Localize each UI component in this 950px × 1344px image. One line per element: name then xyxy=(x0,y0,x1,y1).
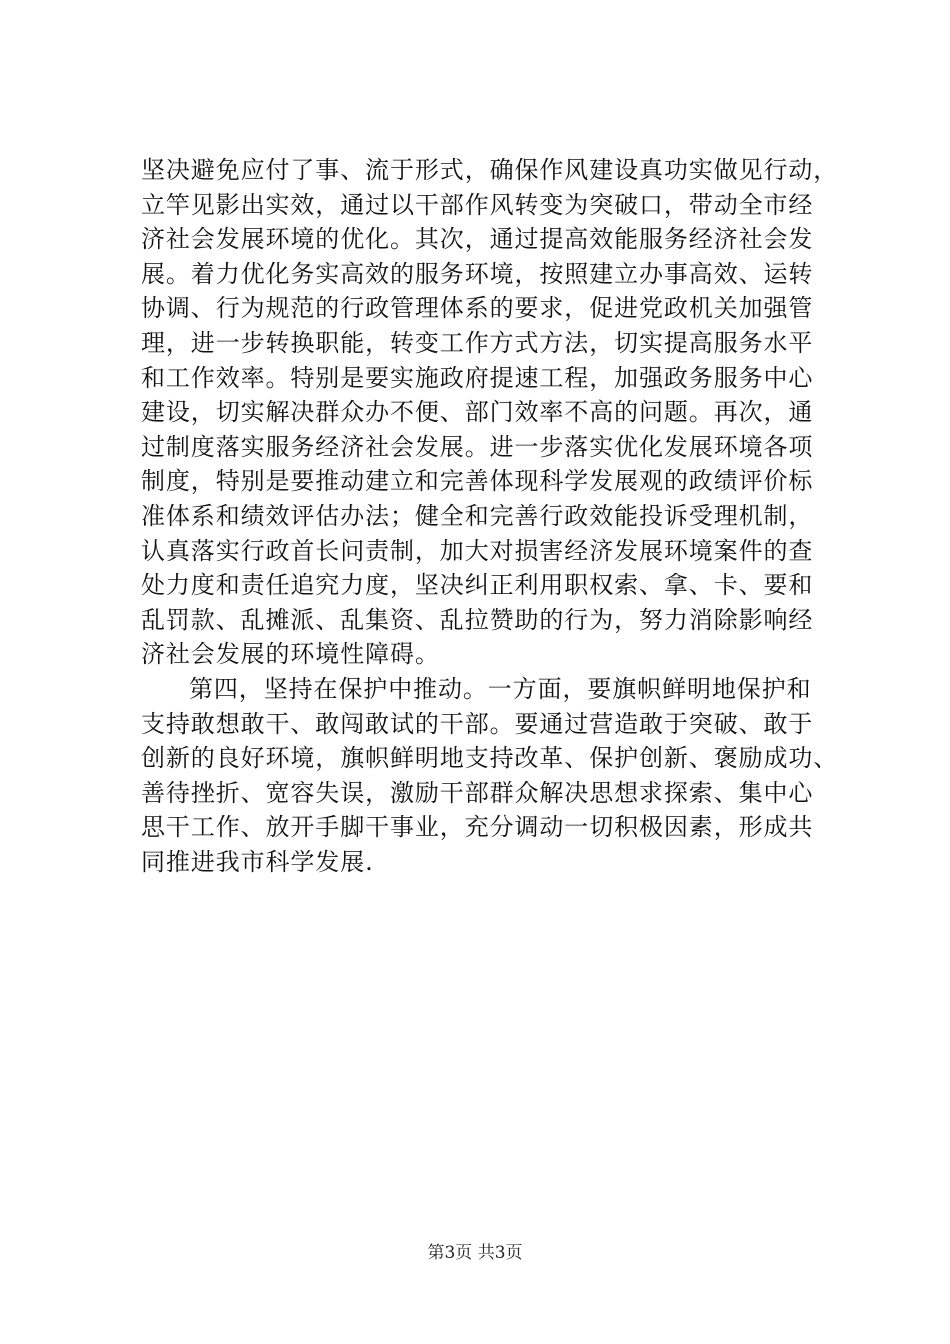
text-line: 理，进一步转换职能，转变工作方式方法，切实提高服务水平 xyxy=(141,328,814,357)
text-line: 创新的良好环境，旗帜鲜明地支持改革、保护创新、褒励成功、 xyxy=(141,744,839,773)
text-line: 坚决避免应付了事、流于形式，确保作风建设真功实做见行动， xyxy=(141,156,839,184)
text-line: 支持敢想敢干、敢闯敢试的干部。要通过营造敢于突破、敢于 xyxy=(141,709,814,738)
text-line: 和工作效率。特别是要实施政府提速工程，加强政务服务中心 xyxy=(141,363,814,392)
text-line: 济社会发展环境的优化。其次，通过提高效能服务经济社会发 xyxy=(141,225,814,254)
paragraph-start-line: 第四，坚持在保护中推动。一方面，要旗帜鲜明地保护和 xyxy=(189,674,812,703)
text-line: 济社会发展的环境性障碍。 xyxy=(141,640,440,669)
text-line: 认真落实行政首长问责制，加大对损害经济发展环境案件的查 xyxy=(141,536,814,565)
text-line: 制度，特别是要推动建立和完善体现科学发展观的政绩评价标 xyxy=(141,467,814,496)
text-line: 处力度和责任追究力度，坚决纠正利用职权索、拿、卡、要和 xyxy=(141,571,814,600)
text-line: 乱罚款、乱摊派、乱集资、乱拉赞助的行为，努力消除影响经 xyxy=(141,605,814,634)
text-line: 协调、行为规范的行政管理体系的要求，促进党政机关加强管 xyxy=(141,294,814,323)
text-line: 准体系和绩效评估办法；健全和完善行政效能投诉受理机制， xyxy=(141,501,814,530)
body-text xyxy=(141,153,841,879)
page-number-footer: 第3页 共3页 xyxy=(427,1243,523,1263)
text-line: 善待挫折、宽容失误，激励干部群众解决思想求探索、集中心 xyxy=(141,778,814,807)
text-line: 立竿见影出实效，通过以干部作风转变为突破口，带动全市经 xyxy=(141,190,814,219)
text-line: 同推进我市科学发展. xyxy=(141,847,374,876)
text-line: 展。着力优化务实高效的服务环境，按照建立办事高效、运转 xyxy=(141,259,814,288)
text-line: 过制度落实服务经济社会发展。进一步落实优化发展环境各项 xyxy=(141,432,814,461)
text-line: 思干工作、放开手脚干事业，充分调动一切积极因素，形成共 xyxy=(141,813,814,842)
text-line: 建设，切实解决群众办不便、部门效率不高的问题。再次，通 xyxy=(141,398,814,427)
